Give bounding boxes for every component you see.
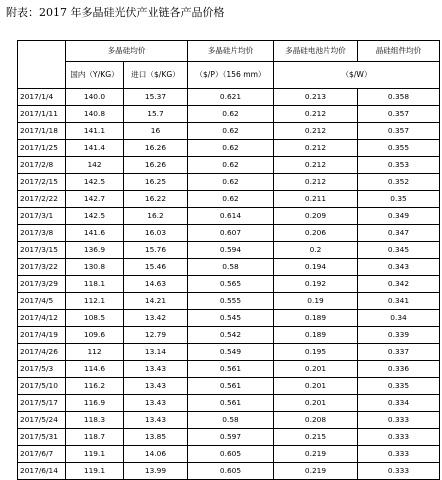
cell-cell: 0.19 bbox=[274, 293, 358, 310]
cell-wafer: 0.594 bbox=[188, 242, 274, 259]
cell-date: 2017/5/10 bbox=[18, 378, 66, 395]
cell-import: 13.43 bbox=[124, 395, 188, 412]
cell-wafer: 0.561 bbox=[188, 378, 274, 395]
table-row bbox=[18, 208, 440, 225]
cell-date: 2017/3/1 bbox=[18, 208, 66, 225]
cell-wafer: 0.597 bbox=[188, 429, 274, 446]
cell-cell: 0.212 bbox=[274, 140, 358, 157]
cell-date: 2017/5/3 bbox=[18, 361, 66, 378]
cell-module: 0.345 bbox=[358, 242, 440, 259]
cell-import: 16.03 bbox=[124, 225, 188, 242]
cell-module: 0.339 bbox=[358, 327, 440, 344]
cell-domestic: 142 bbox=[66, 157, 124, 174]
cell-import: 16.25 bbox=[124, 174, 188, 191]
cell-wafer: 0.62 bbox=[188, 140, 274, 157]
cell-import: 14.21 bbox=[124, 293, 188, 310]
cell-date: 2017/5/31 bbox=[18, 429, 66, 446]
header-cell: 多晶硅电池片均价 bbox=[274, 41, 358, 62]
table-row bbox=[18, 242, 440, 259]
cell-wafer: 0.561 bbox=[188, 395, 274, 412]
cell-domestic: 140.0 bbox=[66, 89, 124, 106]
cell-cell: 0.189 bbox=[274, 327, 358, 344]
cell-domestic: 112 bbox=[66, 344, 124, 361]
cell-wafer: 0.565 bbox=[188, 276, 274, 293]
cell-cell: 0.209 bbox=[274, 208, 358, 225]
table-row bbox=[18, 361, 440, 378]
cell-date: 2017/3/22 bbox=[18, 259, 66, 276]
cell-domestic: 141.6 bbox=[66, 225, 124, 242]
cell-wafer: 0.549 bbox=[188, 344, 274, 361]
cell-domestic: 114.6 bbox=[66, 361, 124, 378]
cell-cell: 0.208 bbox=[274, 412, 358, 429]
cell-import: 13.99 bbox=[124, 463, 188, 480]
cell-import: 14.06 bbox=[124, 446, 188, 463]
table-row bbox=[18, 429, 440, 446]
cell-wafer: 0.561 bbox=[188, 361, 274, 378]
cell-module: 0.333 bbox=[358, 446, 440, 463]
cell-wafer: 0.555 bbox=[188, 293, 274, 310]
cell-module: 0.357 bbox=[358, 106, 440, 123]
cell-cell: 0.201 bbox=[274, 378, 358, 395]
cell-date: 2017/2/22 bbox=[18, 191, 66, 208]
cell-date: 2017/1/11 bbox=[18, 106, 66, 123]
cell-import: 16.22 bbox=[124, 191, 188, 208]
cell-domestic: 112.1 bbox=[66, 293, 124, 310]
cell-cell: 0.192 bbox=[274, 276, 358, 293]
table-row bbox=[18, 310, 440, 327]
cell-wafer: 0.614 bbox=[188, 208, 274, 225]
cell-date: 2017/4/12 bbox=[18, 310, 66, 327]
cell-domestic: 136.9 bbox=[66, 242, 124, 259]
cell-date: 2017/5/24 bbox=[18, 412, 66, 429]
cell-module: 0.342 bbox=[358, 276, 440, 293]
cell-domestic: 109.6 bbox=[66, 327, 124, 344]
table-row bbox=[18, 123, 440, 140]
cell-domestic: 142.7 bbox=[66, 191, 124, 208]
cell-domestic: 142.5 bbox=[66, 174, 124, 191]
table-row bbox=[18, 293, 440, 310]
cell-date: 2017/4/26 bbox=[18, 344, 66, 361]
cell-import: 16 bbox=[124, 123, 188, 140]
cell-module: 0.337 bbox=[358, 344, 440, 361]
cell-import: 13.43 bbox=[124, 361, 188, 378]
table-row bbox=[18, 327, 440, 344]
cell-domestic: 116.2 bbox=[66, 378, 124, 395]
cell-import: 15.76 bbox=[124, 242, 188, 259]
cell-import: 13.14 bbox=[124, 344, 188, 361]
table-row bbox=[18, 378, 440, 395]
cell-cell: 0.2 bbox=[274, 242, 358, 259]
cell-module: 0.336 bbox=[358, 361, 440, 378]
header-domestic: 国内（Y/KG） bbox=[66, 62, 124, 89]
cell-cell: 0.201 bbox=[274, 361, 358, 378]
cell-module: 0.347 bbox=[358, 225, 440, 242]
cell-module: 0.343 bbox=[358, 259, 440, 276]
cell-domestic: 118.7 bbox=[66, 429, 124, 446]
cell-module: 0.35 bbox=[358, 191, 440, 208]
cell-import: 12.79 bbox=[124, 327, 188, 344]
cell-date: 2017/5/17 bbox=[18, 395, 66, 412]
header-row bbox=[18, 41, 440, 62]
cell-date: 2017/3/15 bbox=[18, 242, 66, 259]
cell-date: 2017/6/14 bbox=[18, 463, 66, 480]
price-table bbox=[17, 40, 440, 480]
cell-domestic: 130.8 bbox=[66, 259, 124, 276]
table-row bbox=[18, 106, 440, 123]
table-row bbox=[18, 344, 440, 361]
cell-module: 0.352 bbox=[358, 174, 440, 191]
cell-domestic: 119.1 bbox=[66, 463, 124, 480]
cell-import: 15.7 bbox=[124, 106, 188, 123]
cell-import: 16.2 bbox=[124, 208, 188, 225]
cell-wafer: 0.621 bbox=[188, 89, 274, 106]
cell-wafer: 0.62 bbox=[188, 157, 274, 174]
table-row bbox=[18, 463, 440, 480]
cell-cell: 0.215 bbox=[274, 429, 358, 446]
cell-wafer: 0.58 bbox=[188, 412, 274, 429]
cell-date: 2017/3/8 bbox=[18, 225, 66, 242]
cell-cell: 0.212 bbox=[274, 157, 358, 174]
cell-cell: 0.201 bbox=[274, 395, 358, 412]
cell-import: 16.26 bbox=[124, 157, 188, 174]
cell-cell: 0.195 bbox=[274, 344, 358, 361]
cell-date: 2017/1/18 bbox=[18, 123, 66, 140]
cell-module: 0.355 bbox=[358, 140, 440, 157]
cell-wafer: 0.605 bbox=[188, 446, 274, 463]
cell-domestic: 118.1 bbox=[66, 276, 124, 293]
cell-domestic: 141.4 bbox=[66, 140, 124, 157]
table-row bbox=[18, 89, 440, 106]
table-row bbox=[18, 446, 440, 463]
cell-cell: 0.212 bbox=[274, 174, 358, 191]
cell-wafer: 0.62 bbox=[188, 106, 274, 123]
cell-import: 13.85 bbox=[124, 429, 188, 446]
cell-cell: 0.213 bbox=[274, 89, 358, 106]
header-import: 进口（$/KG） bbox=[124, 62, 188, 89]
cell-date: 2017/1/4 bbox=[18, 89, 66, 106]
cell-domestic: 140.8 bbox=[66, 106, 124, 123]
subheader-corner bbox=[18, 62, 66, 89]
cell-import: 13.43 bbox=[124, 412, 188, 429]
cell-wafer: 0.58 bbox=[188, 259, 274, 276]
cell-import: 13.42 bbox=[124, 310, 188, 327]
cell-wafer: 0.62 bbox=[188, 123, 274, 140]
cell-module: 0.349 bbox=[358, 208, 440, 225]
cell-module: 0.335 bbox=[358, 378, 440, 395]
cell-wafer: 0.62 bbox=[188, 191, 274, 208]
cell-wafer: 0.62 bbox=[188, 174, 274, 191]
cell-import: 16.26 bbox=[124, 140, 188, 157]
cell-module: 0.357 bbox=[358, 123, 440, 140]
cell-cell: 0.212 bbox=[274, 106, 358, 123]
cell-module: 0.333 bbox=[358, 412, 440, 429]
cell-domestic: 116.9 bbox=[66, 395, 124, 412]
table-row bbox=[18, 276, 440, 293]
table-row bbox=[18, 412, 440, 429]
header-module: 晶硅组件均价 bbox=[358, 41, 440, 62]
cell-date: 2017/4/19 bbox=[18, 327, 66, 344]
cell-date: 2017/1/25 bbox=[18, 140, 66, 157]
cell-date: 2017/6/7 bbox=[18, 446, 66, 463]
table-row bbox=[18, 157, 440, 174]
header-wafer-unit: （$/P）（156 mm） bbox=[188, 62, 274, 89]
cell-date: 2017/2/8 bbox=[18, 157, 66, 174]
table-row bbox=[18, 140, 440, 157]
subheader-row bbox=[18, 62, 440, 89]
cell-date: 2017/2/15 bbox=[18, 174, 66, 191]
cell-wafer: 0.542 bbox=[188, 327, 274, 344]
table-row bbox=[18, 395, 440, 412]
cell-cell: 0.189 bbox=[274, 310, 358, 327]
cell-module: 0.358 bbox=[358, 89, 440, 106]
table-row bbox=[18, 259, 440, 276]
cell-module: 0.333 bbox=[358, 463, 440, 480]
cell-domestic: 118.3 bbox=[66, 412, 124, 429]
header-polysilicon: 多晶硅均价 bbox=[66, 41, 188, 62]
cell-module: 0.334 bbox=[358, 395, 440, 412]
cell-date: 2017/3/29 bbox=[18, 276, 66, 293]
table-row bbox=[18, 225, 440, 242]
cell-cell: 0.194 bbox=[274, 259, 358, 276]
cell-cell: 0.211 bbox=[274, 191, 358, 208]
cell-domestic: 141.1 bbox=[66, 123, 124, 140]
cell-cell: 0.212 bbox=[274, 123, 358, 140]
cell-date: 2017/4/5 bbox=[18, 293, 66, 310]
header-cell-module-unit: （$/W） bbox=[274, 62, 440, 89]
cell-module: 0.34 bbox=[358, 310, 440, 327]
cell-cell: 0.206 bbox=[274, 225, 358, 242]
cell-wafer: 0.545 bbox=[188, 310, 274, 327]
table-row bbox=[18, 191, 440, 208]
cell-module: 0.353 bbox=[358, 157, 440, 174]
cell-cell: 0.219 bbox=[274, 463, 358, 480]
cell-import: 15.46 bbox=[124, 259, 188, 276]
cell-import: 13.43 bbox=[124, 378, 188, 395]
cell-domestic: 119.1 bbox=[66, 446, 124, 463]
header-corner bbox=[18, 41, 66, 62]
cell-import: 14.63 bbox=[124, 276, 188, 293]
table-row bbox=[18, 174, 440, 191]
header-wafer: 多晶硅片均价 bbox=[188, 41, 274, 62]
cell-module: 0.341 bbox=[358, 293, 440, 310]
table-title: 附表：2017 年多晶硅光伏产业链各产品价格 bbox=[6, 6, 225, 19]
cell-wafer: 0.605 bbox=[188, 463, 274, 480]
cell-domestic: 142.5 bbox=[66, 208, 124, 225]
cell-module: 0.333 bbox=[358, 429, 440, 446]
cell-domestic: 108.5 bbox=[66, 310, 124, 327]
cell-cell: 0.219 bbox=[274, 446, 358, 463]
cell-import: 15.37 bbox=[124, 89, 188, 106]
cell-wafer: 0.607 bbox=[188, 225, 274, 242]
